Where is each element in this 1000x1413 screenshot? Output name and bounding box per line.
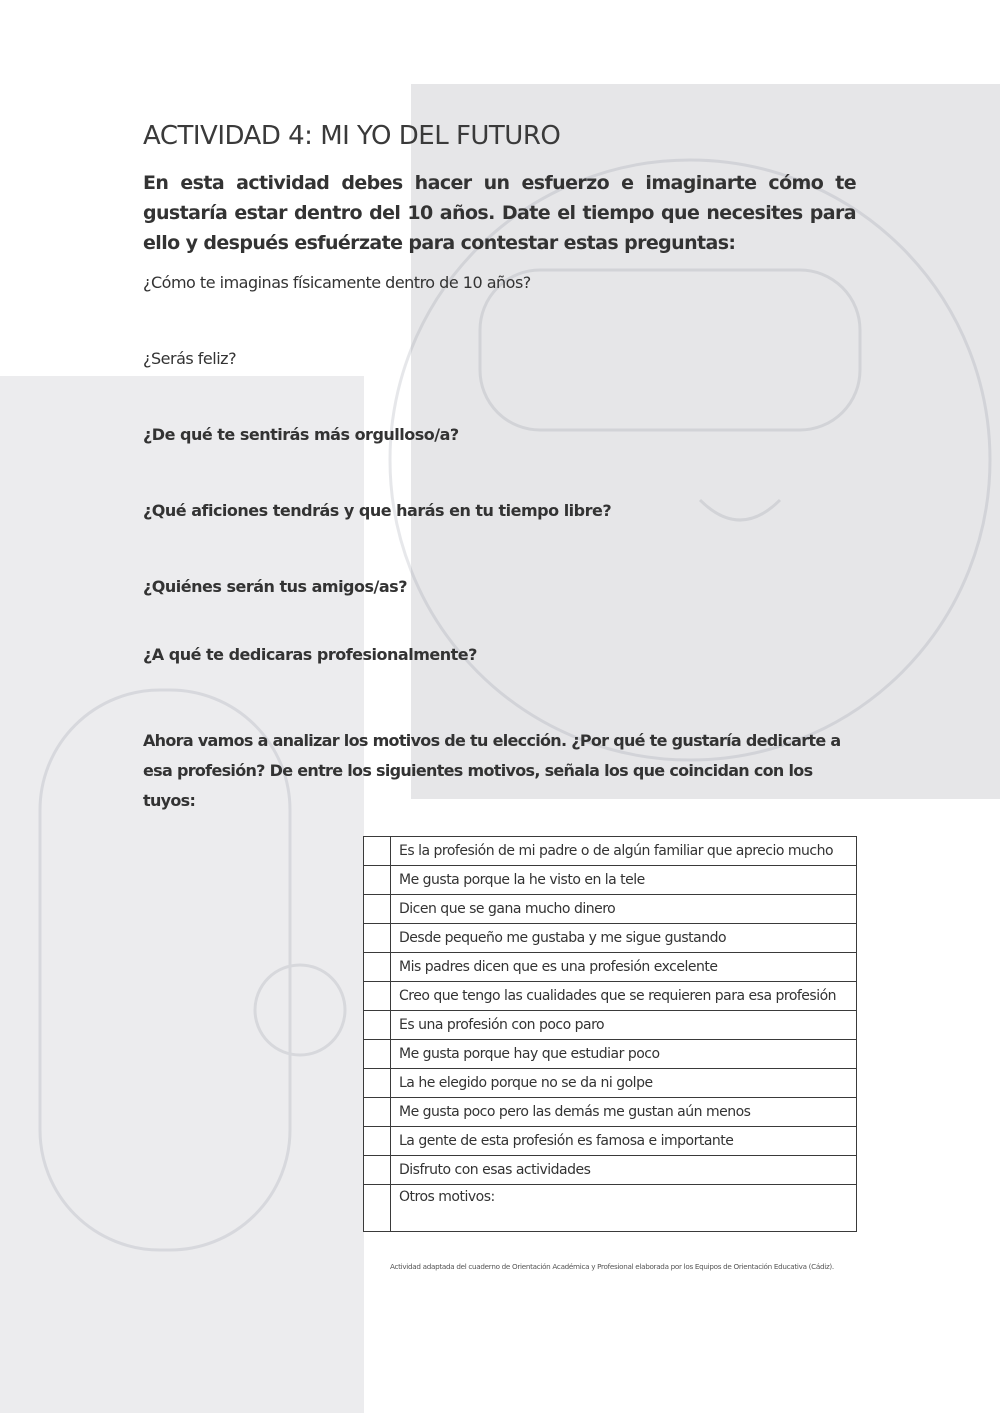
motive-label: Me gusta porque hay que estudiar poco — [391, 1040, 857, 1069]
smile-shape — [700, 500, 780, 520]
checkbox-cell[interactable] — [364, 1011, 391, 1040]
checkbox-cell[interactable] — [364, 837, 391, 866]
checkbox-cell[interactable] — [364, 982, 391, 1011]
checkbox-cell[interactable] — [364, 1156, 391, 1185]
checkbox-cell[interactable] — [364, 1069, 391, 1098]
table-row — [364, 895, 857, 924]
table-row — [364, 866, 857, 895]
table-row — [364, 1069, 857, 1098]
checkbox-cell[interactable] — [364, 866, 391, 895]
character-head-shape — [255, 965, 345, 1055]
motive-label: Es la profesión de mi padre o de algún familiar que aprecio mucho — [391, 837, 857, 866]
checkbox-cell[interactable] — [364, 1127, 391, 1156]
table-row — [364, 1098, 857, 1127]
question-friends: ¿Quiénes serán tus amigos/as? — [143, 577, 407, 596]
question-hobbies: ¿Qué aficiones tendrás y que harás en tu tiempo libre? — [143, 501, 612, 520]
checkbox-cell[interactable] — [364, 924, 391, 953]
motive-label: Desde pequeño me gustaba y me sigue gustando — [391, 924, 857, 953]
checkbox-cell[interactable] — [364, 1040, 391, 1069]
other-motives-field[interactable]: Otros motivos: — [391, 1185, 857, 1232]
question-happy: ¿Serás feliz? — [143, 349, 237, 368]
motive-label: Es una profesión con poco paro — [391, 1011, 857, 1040]
page-title: ACTIVIDAD 4: MI YO DEL FUTURO — [143, 121, 561, 151]
visor-shape — [480, 270, 860, 430]
table-row — [364, 1185, 857, 1232]
checkbox-cell[interactable] — [364, 953, 391, 982]
question-profession: ¿A qué te dedicaras profesionalmente? — [143, 645, 477, 664]
table-row — [364, 1011, 857, 1040]
table-row — [364, 1040, 857, 1069]
checkbox-cell[interactable] — [364, 1185, 391, 1232]
motive-label: Mis padres dicen que es una profesión excelente — [391, 953, 857, 982]
motive-label: Me gusta porque la he visto en la tele — [391, 866, 857, 895]
table-row — [364, 1127, 857, 1156]
table-row — [364, 924, 857, 953]
motive-label: Disfruto con esas actividades — [391, 1156, 857, 1185]
question-physical: ¿Cómo te imaginas físicamente dentro de 10 años? — [143, 273, 531, 292]
table-row — [364, 953, 857, 982]
analysis-paragraph: Ahora vamos a analizar los motivos de tu elección. ¿Por qué te gustaría dedicarte a esa profesión? De entre los siguientes motivos, señala los que coincidan con los tuyos: — [143, 731, 841, 810]
table-row — [364, 982, 857, 1011]
motive-label: La gente de esta profesión es famosa e importante — [391, 1127, 857, 1156]
checkbox-cell[interactable] — [364, 895, 391, 924]
intro-paragraph: En esta actividad debes hacer un esfuerzo e imaginarte cómo te gustaría estar dentro del 10 años. Date el tiempo que necesites para ello y después esfuérzate para contestar estas preguntas: — [143, 172, 856, 254]
checkbox-cell[interactable] — [364, 1098, 391, 1127]
footnote: Actividad adaptada del cuaderno de Orientación Académica y Profesional elaborada por los Equipos de Orientación Educativa (Cádiz). — [390, 1262, 834, 1271]
motive-label: Me gusta poco pero las demás me gustan aún menos — [391, 1098, 857, 1127]
motive-label: La he elegido porque no se da ni golpe — [391, 1069, 857, 1098]
motive-label: Dicen que se gana mucho dinero — [391, 895, 857, 924]
table-row — [364, 1156, 857, 1185]
motive-label: Creo que tengo las cualidades que se requieren para esa profesión — [391, 982, 857, 1011]
question-proud: ¿De qué te sentirás más orgulloso/a? — [143, 425, 459, 444]
table-row — [364, 837, 857, 866]
motives-table — [363, 836, 857, 1232]
